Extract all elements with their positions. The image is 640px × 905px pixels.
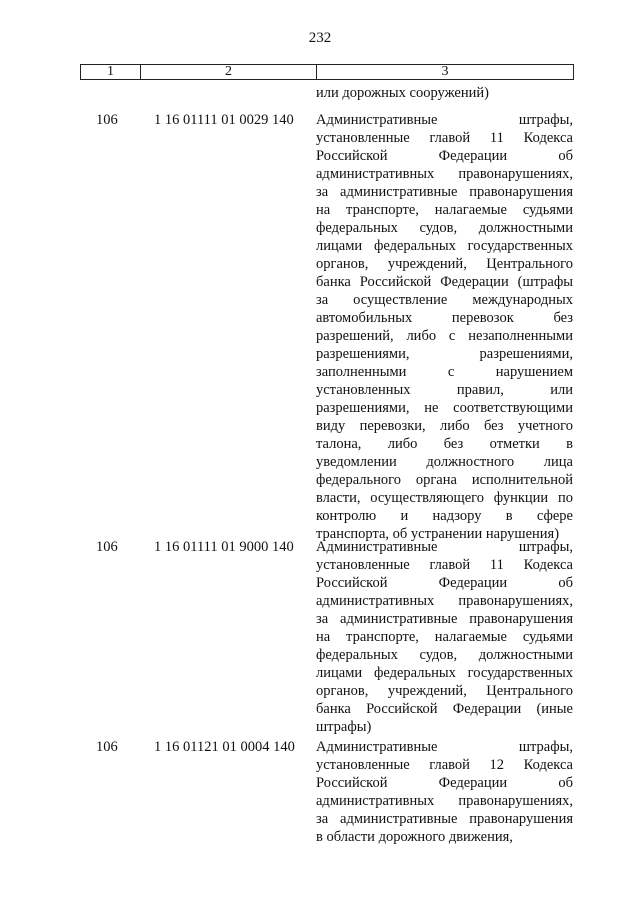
description-line: уведомлении должностного лица — [316, 454, 573, 470]
description-line: в области дорожного движения, — [316, 829, 513, 845]
description-line: банка Российской Федерации (иные — [316, 701, 573, 717]
description-line: Российской Федерации об — [316, 575, 573, 591]
description-line: установленные главой 12 Кодекса — [316, 757, 573, 773]
description-line: административных правонарушениях, — [316, 593, 573, 609]
revenue-description — [316, 111, 573, 543]
description-line: лицами федеральных государственных — [316, 238, 573, 254]
admin-code: 106 — [96, 539, 118, 555]
description-line: установленные главой 11 Кодекса — [316, 130, 573, 146]
description-line: за административные правонарушения — [316, 184, 573, 200]
description-line: Административные штрафы, — [316, 112, 573, 128]
description-line: за осуществление международных — [316, 292, 573, 308]
description-line: банка Российской Федерации (штрафы — [316, 274, 573, 290]
header-col-3: 3 — [441, 64, 449, 79]
description-line: административных правонарушениях, — [316, 793, 573, 809]
description-line: виду перевозки, либо без учетного — [316, 418, 573, 434]
budget-classification-code: 1 16 01111 01 0029 140 — [154, 112, 294, 128]
description-line: за административные правонарушения — [316, 811, 573, 827]
admin-code: 106 — [96, 112, 118, 128]
description-line: Административные штрафы, — [316, 539, 573, 555]
description-line: талона, либо без отметки в — [316, 436, 573, 452]
description-line: за административные правонарушения — [316, 611, 573, 627]
description-line: федеральных судов, должностными — [316, 647, 573, 663]
revenue-description — [316, 738, 573, 846]
description-line: Административные штрафы, — [316, 739, 573, 755]
description-line: органов, учреждений, Центрального — [316, 256, 573, 272]
description-line: разрешениями, разрешениями, — [316, 346, 573, 362]
table-header — [80, 64, 574, 80]
description-line: разрешений, либо с незаполненными — [316, 328, 573, 344]
description-line: разрешениями, не соответствующими — [316, 400, 573, 416]
description-line: Российской Федерации об — [316, 775, 573, 791]
description-line: транспорта, об устранении нарушения) — [316, 526, 560, 542]
description-line: лицами федеральных государственных — [316, 665, 573, 681]
description-line: Российской Федерации об — [316, 148, 573, 164]
revenue-description — [316, 538, 573, 736]
budget-classification-code: 1 16 01121 01 0004 140 — [154, 739, 295, 755]
description-line: административных правонарушениях, — [316, 166, 573, 182]
description-line: власти, осуществляющего функции по — [316, 490, 573, 506]
page-number: 232 — [308, 30, 332, 46]
description-line: контролю и надзору в сфере — [316, 508, 573, 524]
description-line: заполненными с нарушением — [316, 364, 573, 380]
description-line: установленных правил, или — [316, 382, 573, 398]
continuation-text: или дорожных сооружений) — [316, 85, 489, 101]
description-line: на транспорте, налагаемые судьями — [316, 202, 573, 218]
description-line: установленные главой 11 Кодекса — [316, 557, 573, 573]
description-line: автомобильных перевозок без — [316, 310, 573, 326]
header-col-2: 2 — [141, 65, 317, 79]
description-line: федерального органа исполнительной — [316, 472, 573, 488]
description-line: федеральных судов, должностными — [316, 220, 573, 236]
description-line: органов, учреждений, Центрального — [316, 683, 573, 699]
admin-code: 106 — [96, 739, 118, 755]
description-line: штрафы) — [316, 719, 372, 735]
header-col-1: 1 — [81, 65, 141, 79]
description-line: на транспорте, налагаемые судьями — [316, 629, 573, 645]
budget-classification-code: 1 16 01111 01 9000 140 — [154, 539, 294, 555]
